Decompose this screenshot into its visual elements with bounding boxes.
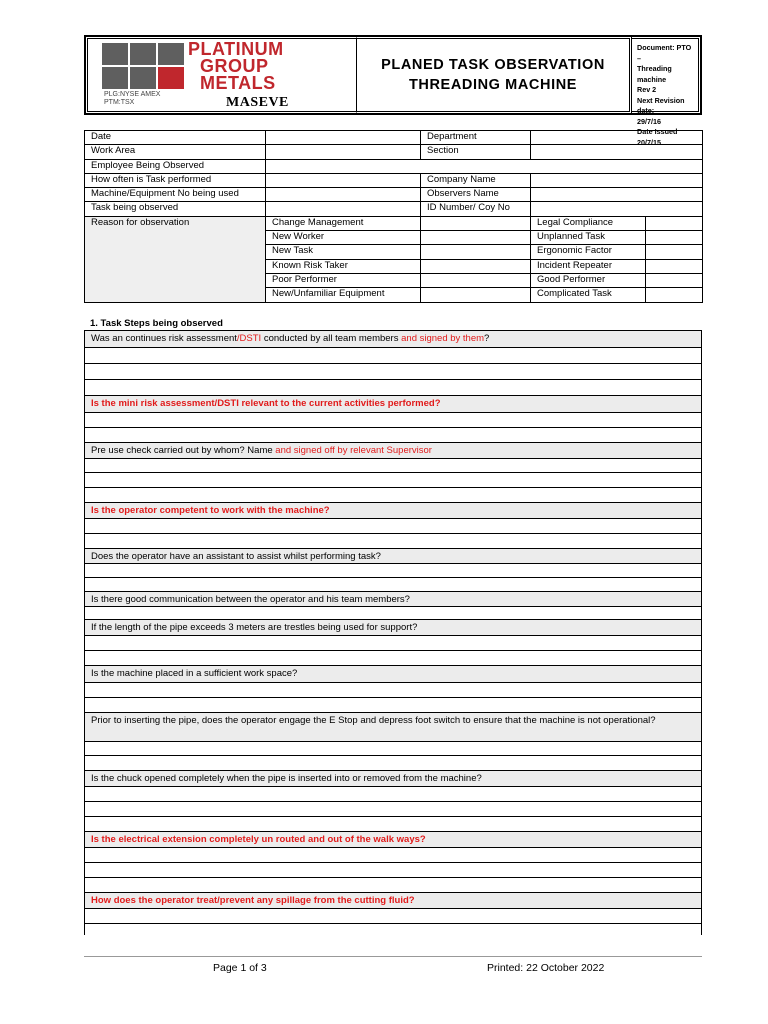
answer-row[interactable] xyxy=(85,519,701,534)
answer-row[interactable] xyxy=(85,380,701,396)
observation-info-grid xyxy=(84,130,703,303)
reason-option: Change Management xyxy=(266,216,421,230)
label-how-often: How often is Task performed xyxy=(85,173,266,187)
footer-divider xyxy=(84,956,702,957)
question-row: Is the electrical extension completely un routed and out of the walk ways? xyxy=(85,832,701,848)
reason-option: Ergonomic Factor xyxy=(531,245,646,259)
label-id-number: ID Number/ Coy No xyxy=(421,202,531,216)
answer-row[interactable] xyxy=(85,787,701,802)
question-row: Is the mini risk assessment/DSTI relevant to the current activities performed? xyxy=(85,396,701,413)
reason-checkbox[interactable] xyxy=(421,216,531,230)
reason-checkbox[interactable] xyxy=(646,273,703,287)
answer-row[interactable] xyxy=(85,636,701,651)
question-row: If the length of the pipe exceeds 3 meters are trestles being used for support? xyxy=(85,620,701,636)
company-name-field[interactable] xyxy=(531,173,703,187)
answer-row[interactable] xyxy=(85,488,701,503)
task-steps-table xyxy=(84,330,702,935)
question-row: Pre use check carried out by whom? Name and signed off by relevant Supervisor xyxy=(85,443,701,459)
page-number: Page 1 of 3 xyxy=(213,962,267,974)
answer-row[interactable] xyxy=(85,909,701,924)
answer-row[interactable] xyxy=(85,742,701,756)
answer-row[interactable] xyxy=(85,878,701,893)
company-logo xyxy=(85,36,357,114)
department-field[interactable] xyxy=(531,131,703,145)
answer-row[interactable] xyxy=(85,473,701,488)
label-machine: Machine/Equipment No being used xyxy=(85,188,266,202)
answer-row[interactable] xyxy=(85,578,701,592)
reason-checkbox[interactable] xyxy=(646,245,703,259)
label-task-observed: Task being observed xyxy=(85,202,266,216)
label-department: Department xyxy=(421,131,531,145)
reason-option: Unplanned Task xyxy=(531,231,646,245)
work-area-field[interactable] xyxy=(266,145,421,159)
question-row: Is the machine placed in a sufficient work space? xyxy=(85,666,701,683)
answer-row[interactable] xyxy=(85,534,701,549)
answer-row[interactable] xyxy=(85,802,701,817)
reason-checkbox[interactable] xyxy=(421,259,531,273)
answer-row[interactable] xyxy=(85,698,701,713)
section-heading: 1. Task Steps being observed xyxy=(90,318,223,329)
label-reason: Reason for observation xyxy=(85,216,266,302)
question-row: How does the operator treat/prevent any spillage from the cutting fluid? xyxy=(85,893,701,909)
answer-row[interactable] xyxy=(85,607,701,620)
reason-checkbox[interactable] xyxy=(646,231,703,245)
task-observed-field[interactable] xyxy=(266,202,421,216)
answer-row[interactable] xyxy=(85,413,701,428)
logo-ticker: PLG:NYSE AMEX PTM:TSX xyxy=(104,91,161,106)
answer-row[interactable] xyxy=(85,756,701,771)
date-field[interactable] xyxy=(266,131,421,145)
label-section: Section xyxy=(421,145,531,159)
answer-row[interactable] xyxy=(85,863,701,878)
reason-option: New Worker xyxy=(266,231,421,245)
reason-checkbox[interactable] xyxy=(646,288,703,302)
question-row: Is there good communication between the operator and his team members? xyxy=(85,592,701,607)
answer-row[interactable] xyxy=(85,848,701,863)
reason-option: New Task xyxy=(266,245,421,259)
reason-checkbox[interactable] xyxy=(421,288,531,302)
document-info: Document: PTO – Threading machine Rev 2 Next Revision date: 29/7/16 Date Issued 20/7/15 xyxy=(632,36,701,114)
reason-checkbox[interactable] xyxy=(646,259,703,273)
answer-row[interactable] xyxy=(85,651,701,666)
answer-row[interactable] xyxy=(85,428,701,443)
label-date: Date xyxy=(85,131,266,145)
section-field[interactable] xyxy=(531,145,703,159)
printed-date: Printed: 22 October 2022 xyxy=(487,962,605,974)
observers-name-field[interactable] xyxy=(531,188,703,202)
reason-option: Complicated Task xyxy=(531,288,646,302)
machine-field[interactable] xyxy=(266,188,421,202)
reason-option: Good Performer xyxy=(531,273,646,287)
reason-checkbox[interactable] xyxy=(421,245,531,259)
label-observers-name: Observers Name xyxy=(421,188,531,202)
answer-row[interactable] xyxy=(85,817,701,832)
label-employee: Employee Being Observed xyxy=(85,159,266,173)
reason-option: Known Risk Taker xyxy=(266,259,421,273)
question-row: Was an continues risk assessment/DSTI conducted by all team members and signed by them? xyxy=(85,331,701,348)
answer-row[interactable] xyxy=(85,564,701,578)
reason-checkbox[interactable] xyxy=(421,273,531,287)
answer-row[interactable] xyxy=(85,459,701,473)
question-row: Is the operator competent to work with the machine? xyxy=(85,503,701,519)
document-title: PLANED TASK OBSERVATION THREADING MACHINE xyxy=(357,36,632,114)
reason-checkbox[interactable] xyxy=(421,231,531,245)
label-work-area: Work Area xyxy=(85,145,266,159)
answer-row[interactable] xyxy=(85,364,701,380)
question-row: Is the chuck opened completely when the pipe is inserted into or removed from the machine? xyxy=(85,771,701,787)
answer-row[interactable] xyxy=(85,348,701,364)
how-often-field[interactable] xyxy=(266,173,421,187)
label-company-name: Company Name xyxy=(421,173,531,187)
reason-option: New/Unfamiliar Equipment xyxy=(266,288,421,302)
reason-option: Legal Compliance xyxy=(531,216,646,230)
question-row: Does the operator have an assistant to assist whilst performing task? xyxy=(85,549,701,564)
question-row: Prior to inserting the pipe, does the operator engage the E Stop and depress foot switch to ensure that the machine is not operational? xyxy=(85,713,701,742)
logo-squares-icon xyxy=(102,43,184,89)
logo-wordmark: PLATINUM GROUP METALS xyxy=(188,39,284,93)
logo-site-name: MASEVE xyxy=(226,95,289,110)
reason-option: Incident Repeater xyxy=(531,259,646,273)
id-number-field[interactable] xyxy=(531,202,703,216)
reason-option: Poor Performer xyxy=(266,273,421,287)
employee-field[interactable] xyxy=(266,159,703,173)
answer-row[interactable] xyxy=(85,683,701,698)
reason-checkbox[interactable] xyxy=(646,216,703,230)
